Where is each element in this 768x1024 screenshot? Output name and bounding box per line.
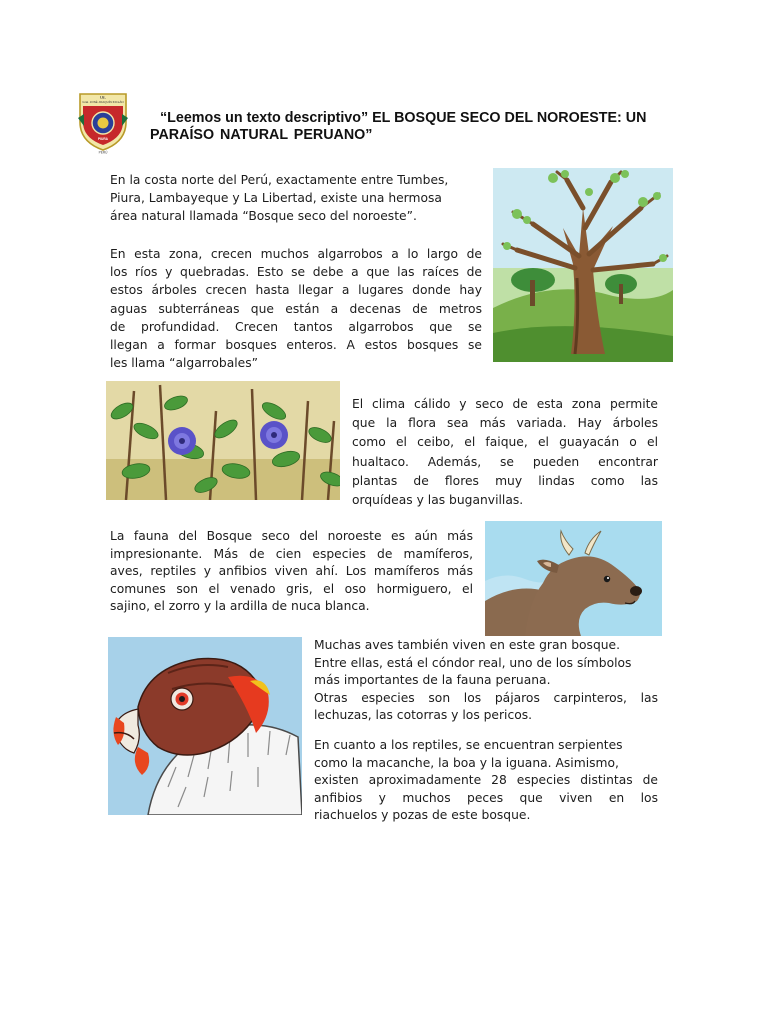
school-crest-logo	[76, 92, 130, 154]
paragraph-line: les llama “algarrobales”	[110, 356, 259, 371]
paragraph-line: Otras especies son los pájaros carpinteros, las	[314, 690, 658, 705]
paragraph-line: más importantes de la fauna peruana.	[314, 673, 551, 688]
condor-image	[108, 637, 302, 815]
page-title	[150, 110, 670, 144]
intro-paragraph	[110, 171, 482, 226]
crest-bottom-text: PERÚ	[98, 150, 108, 154]
paragraph-line: aves, reptiles y anfibios viven ahí. Los mamíferos más	[110, 564, 473, 579]
fauna-paragraph	[110, 528, 473, 616]
crest-name-text: Gral. JOSÉ JOAQUÍN INCLÁN	[82, 100, 124, 105]
paragraph-line: los ríos y quebradas. Esto se debe a que las raíces de	[110, 265, 482, 280]
paragraph-line: impresionante. Más de cien especies de mamíferos,	[110, 546, 473, 561]
title-line-1: “Leemos un texto descriptivo” EL BOSQUE SECO DEL NOROESTE: UN	[160, 110, 647, 126]
algarrobos-paragraph	[110, 245, 482, 372]
paragraph-line: llegan a formar bosques enteros. A estos bosques se	[110, 338, 482, 353]
paragraph-line: Piura, Lambayeque y La Libertad, existe una hermosa	[110, 191, 442, 206]
paragraph-line: plantas de flores muy lindas como las	[352, 473, 658, 488]
deer-image	[485, 521, 662, 636]
paragraph-line: sajino, el zorro y la ardilla de nuca blanca.	[110, 599, 370, 614]
paragraph-line: de profundidad. Crecen tantos algarrobos que se	[110, 319, 482, 334]
paragraph-line: aguas subterráneas que están a decenas de metros	[110, 301, 482, 316]
paragraph-line: área natural llamada “Bosque seco del noroeste”.	[110, 209, 417, 224]
paragraph-line: hualtaco. Además, se pueden encontrar	[352, 454, 658, 469]
paragraph-line: En la costa norte del Perú, exactamente entre Tumbes,	[110, 173, 449, 187]
paragraph-line: comunes son el venado gris, el oso hormiguero, el	[110, 581, 473, 596]
paragraph-line: La fauna del Bosque seco del noroeste es aún más	[110, 529, 473, 543]
paragraph-line: El clima cálido y seco de esta zona permite	[352, 397, 658, 411]
paragraph-line: como la macanche, la boa y la iguana. Asimismo,	[314, 755, 619, 770]
paragraph-line: orquídeas y las buganvillas.	[352, 493, 524, 508]
crest-city-text: PIURA	[98, 137, 108, 141]
paragraph-line: riachuelos y pozas de este bosque.	[314, 808, 531, 823]
paragraph-line: que la flora sea más variada. Hay árboles	[352, 416, 658, 431]
paragraph-line: como el ceibo, el faique, el guayacán o el	[352, 435, 658, 450]
paragraph-line: Muchas aves también viven en este gran bosque.	[314, 638, 621, 652]
paragraph-line: En esta zona, crecen muchos algarrobos a lo largo de	[110, 247, 482, 261]
paragraph-line: existen aproximadamente 28 especies distintas de	[314, 773, 658, 788]
reptiles-paragraph	[314, 737, 658, 825]
aves-paragraph	[314, 637, 658, 725]
title-line-2: PARAÍSO NATURAL PERUANO”	[150, 127, 373, 143]
paragraph-line: En cuanto a los reptiles, se encuentran serpientes	[314, 738, 623, 752]
paragraph-line: Entre ellas, está el cóndor real, uno de los símbolos	[314, 655, 632, 670]
paragraph-line: estos árboles crecen hasta llegar a lugares donde hay	[110, 283, 482, 298]
algarrobo-tree-image	[493, 168, 673, 362]
flowers-image	[106, 381, 340, 500]
paragraph-line: lechuzas, las cotorras y los pericos.	[314, 708, 533, 723]
crest-top-text: I.E.	[100, 95, 106, 100]
clima-paragraph	[352, 395, 658, 510]
paragraph-line: anfibios y muchos peces que viven en los	[314, 790, 658, 805]
